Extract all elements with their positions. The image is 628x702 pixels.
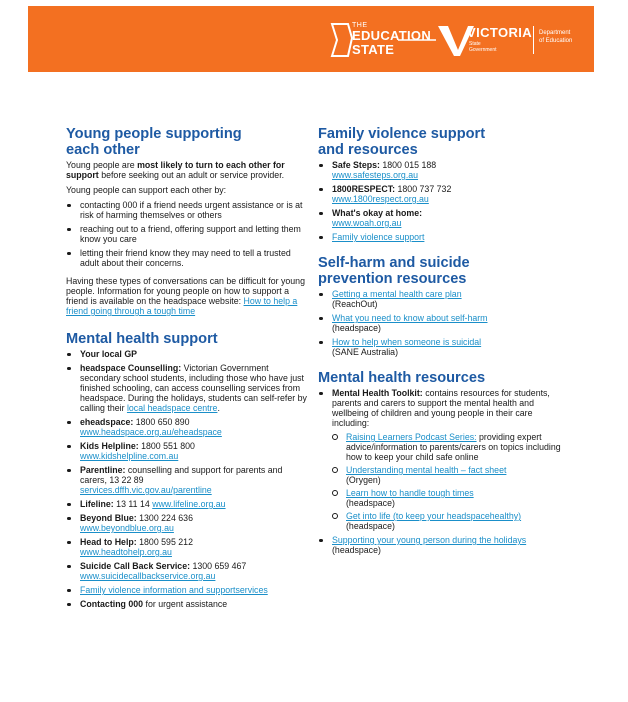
orygen-source: (Orygen)	[346, 475, 381, 485]
logo-state-text: STATE	[352, 42, 395, 57]
list-item	[66, 599, 308, 609]
header-banner	[28, 6, 594, 72]
closing-text: Having these types of conversations can be difficult for young people. Information for young people on how to support a friend is available on the headspace website:	[66, 276, 305, 306]
headspace-text: Victorian Government secondary school students, including those who have just finished schooling, can access counselling services from headspace. During the holidays, students can self-refer by calling their	[80, 363, 307, 413]
list-item	[66, 537, 308, 557]
head-to-help-number: 1800 595 212	[136, 537, 193, 547]
toolkit-text: contains resources for students, parents and carers to support the mental health and wellbeing of children and young people in their care including:	[332, 388, 550, 428]
eheadspace-label: eheadspace:	[80, 417, 134, 427]
victoria-subline	[469, 41, 497, 53]
head-to-help-label: Head to Help:	[80, 537, 137, 547]
eheadspace-number: 1800 650 890	[133, 417, 190, 427]
woah-link[interactable]: www.woah.org.au	[332, 218, 402, 228]
list-item: contacting 000 if a friend needs urgent assistance or is at risk of harming themselves or others	[66, 200, 308, 220]
respect-label: 1800RESPECT:	[332, 184, 396, 194]
safe-steps-number: 1800 015 188	[379, 160, 437, 170]
department-line1: Department	[539, 30, 571, 36]
list-item	[318, 535, 568, 555]
supporting-heading	[66, 126, 308, 158]
mental-health-support-list	[66, 349, 308, 609]
intro-bold: most likely to turn to each other for support	[66, 160, 285, 180]
list-item	[318, 289, 568, 309]
understanding-mental-health-link[interactable]: Understanding mental health – fact sheet	[346, 465, 507, 475]
family-violence-heading	[318, 126, 568, 158]
family-violence-heading-line2: and resources	[318, 142, 418, 158]
mental-health-support-heading: Mental health support	[66, 331, 218, 347]
list-item	[318, 313, 568, 333]
family-violence-info-link[interactable]: Family violence information and supportservices	[80, 585, 268, 595]
tough-times-link[interactable]: Learn how to handle tough times	[346, 488, 474, 498]
raising-learners-link[interactable]: Raising Learners Podcast Series:	[346, 432, 477, 442]
list-item	[66, 561, 308, 581]
beyond-blue-number: 1300 224 636	[136, 513, 193, 523]
respect-number: 1800 737 732	[395, 184, 452, 194]
list-item	[332, 511, 568, 531]
department-label	[539, 29, 572, 45]
list-item: letting their friend know they may need to tell a trusted adult about their concerns.	[66, 248, 308, 268]
list-item	[318, 160, 568, 180]
left-column	[66, 126, 308, 617]
self-harm-heading-line2: prevention resources	[318, 271, 467, 287]
contacting-000-label: Contacting 000	[80, 599, 144, 609]
parentline-label: Parentline:	[80, 465, 126, 475]
suicide-callback-link[interactable]: www.suicidecallbackservice.org.au	[80, 571, 216, 581]
headspace-end: .	[217, 403, 220, 413]
suicide-callback-number: 1300 659 467	[190, 561, 247, 571]
supporting-heading-line2: each other	[66, 142, 140, 158]
list-item	[332, 432, 568, 462]
vic-state-text: State	[469, 41, 481, 47]
kids-helpline-label: Kids Helpline:	[80, 441, 139, 451]
self-harm-list	[318, 289, 568, 357]
list-item	[318, 184, 568, 204]
right-column	[318, 126, 568, 563]
list-item	[66, 465, 308, 495]
logo-the-text: THE	[352, 22, 368, 29]
supporting-young-person-link[interactable]: Supporting your young person during the holidays	[332, 535, 527, 545]
self-harm-info-link[interactable]: What you need to know about self-harm	[332, 313, 488, 323]
victoria-wordmark: VICTORIA	[467, 25, 533, 40]
beyond-blue-label: Beyond Blue:	[80, 513, 137, 523]
toolkit-label: Mental Health Toolkit:	[332, 388, 423, 398]
department-line2: of Education	[539, 38, 573, 44]
help-a-friend-link[interactable]: How to help a friend going through a tough time	[66, 296, 298, 316]
mental-health-care-plan-link[interactable]: Getting a mental health care plan	[332, 289, 462, 299]
reachout-source: (ReachOut)	[332, 299, 378, 309]
headspace-source: (headspace)	[332, 323, 381, 333]
parentline-link[interactable]: services.dffh.vic.gov.au/parentline	[80, 485, 212, 495]
family-violence-heading-line1: Family violence support	[318, 126, 486, 142]
self-harm-heading-line1: Self-harm and suicide	[318, 255, 470, 271]
list-item	[332, 488, 568, 508]
list-item	[66, 441, 308, 461]
education-state-logo	[328, 20, 438, 60]
raising-learners-text: providing expert advice/information to parents/carers on topics including how to keep your child safe online	[346, 432, 561, 462]
list-item	[332, 465, 568, 485]
headspace-source: (headspace)	[346, 498, 395, 508]
respect-link[interactable]: www.1800respect.org.au	[332, 194, 429, 204]
supporting-intro	[66, 160, 308, 180]
list-item	[66, 513, 308, 533]
logo-education-text: EDUCATION	[352, 28, 432, 43]
supporting-list	[66, 200, 308, 268]
beyond-blue-link[interactable]: www.beyondblue.org.au	[80, 523, 174, 533]
supporting-lead: Young people can support each other by:	[66, 185, 227, 195]
supporting-closing	[66, 276, 308, 316]
list-item	[66, 417, 308, 437]
lifeline-number: 13 11 14	[113, 499, 153, 509]
gp-label: Your local GP	[80, 349, 138, 359]
victoria-government-logo	[436, 20, 586, 60]
list-item	[318, 208, 568, 228]
headspace-source: (headspace)	[346, 521, 395, 531]
family-violence-support-link[interactable]: Family violence support	[332, 232, 425, 242]
list-item: reaching out to a friend, offering support and letting them know you care	[66, 224, 308, 244]
family-violence-list	[318, 160, 568, 242]
safe-steps-label: Safe Steps:	[332, 160, 380, 170]
vic-government-text: Government	[469, 47, 497, 53]
kids-helpline-number: 1800 551 800	[138, 441, 195, 451]
list-item	[318, 388, 568, 531]
mental-health-resources-heading: Mental health resources	[318, 370, 486, 386]
local-headspace-link[interactable]: local headspace centre	[126, 403, 218, 413]
intro-post: before seeking out an adult or service provider.	[98, 170, 285, 180]
logo-divider	[533, 26, 534, 54]
list-item	[318, 337, 568, 357]
mental-health-resources-list	[318, 388, 568, 555]
get-into-life-link[interactable]: Get into life (to keep your headspacehealthy)	[346, 511, 522, 521]
toolkit-sublist	[332, 432, 568, 531]
safe-steps-link[interactable]: www.safesteps.org.au	[332, 170, 419, 180]
list-item	[66, 585, 308, 595]
list-item	[318, 232, 568, 242]
parentline-text: counselling and support for parents and carers, 13 22 89	[80, 465, 283, 485]
headspace-source: (headspace)	[332, 545, 381, 555]
help-when-suicidal-link[interactable]: How to help when someone is suicidal	[332, 337, 482, 347]
list-item	[66, 349, 308, 359]
lifeline-label: Lifeline:	[80, 499, 114, 509]
headspace-label: headspace Counselling:	[80, 363, 182, 373]
head-to-help-link[interactable]: www.headtohelp.org.au	[80, 547, 172, 557]
kids-helpline-link[interactable]: www.kidshelpline.com.au	[80, 451, 179, 461]
list-item	[66, 363, 308, 413]
supporting-heading-line1: Young people supporting	[66, 126, 242, 142]
contacting-000-text: for urgent assistance	[143, 599, 228, 609]
suicide-callback-label: Suicide Call Back Service:	[80, 561, 191, 571]
list-item	[66, 499, 308, 509]
eheadspace-link[interactable]: www.headspace.org.au/eheadspace	[80, 427, 222, 437]
sane-source: (SANE Australia)	[332, 347, 398, 357]
whats-okay-label: What's okay at home:	[332, 208, 423, 218]
intro-pre: Young people are	[66, 160, 138, 170]
lifeline-link[interactable]: www.lifeline.org.au	[152, 499, 226, 509]
self-harm-heading	[318, 255, 568, 287]
